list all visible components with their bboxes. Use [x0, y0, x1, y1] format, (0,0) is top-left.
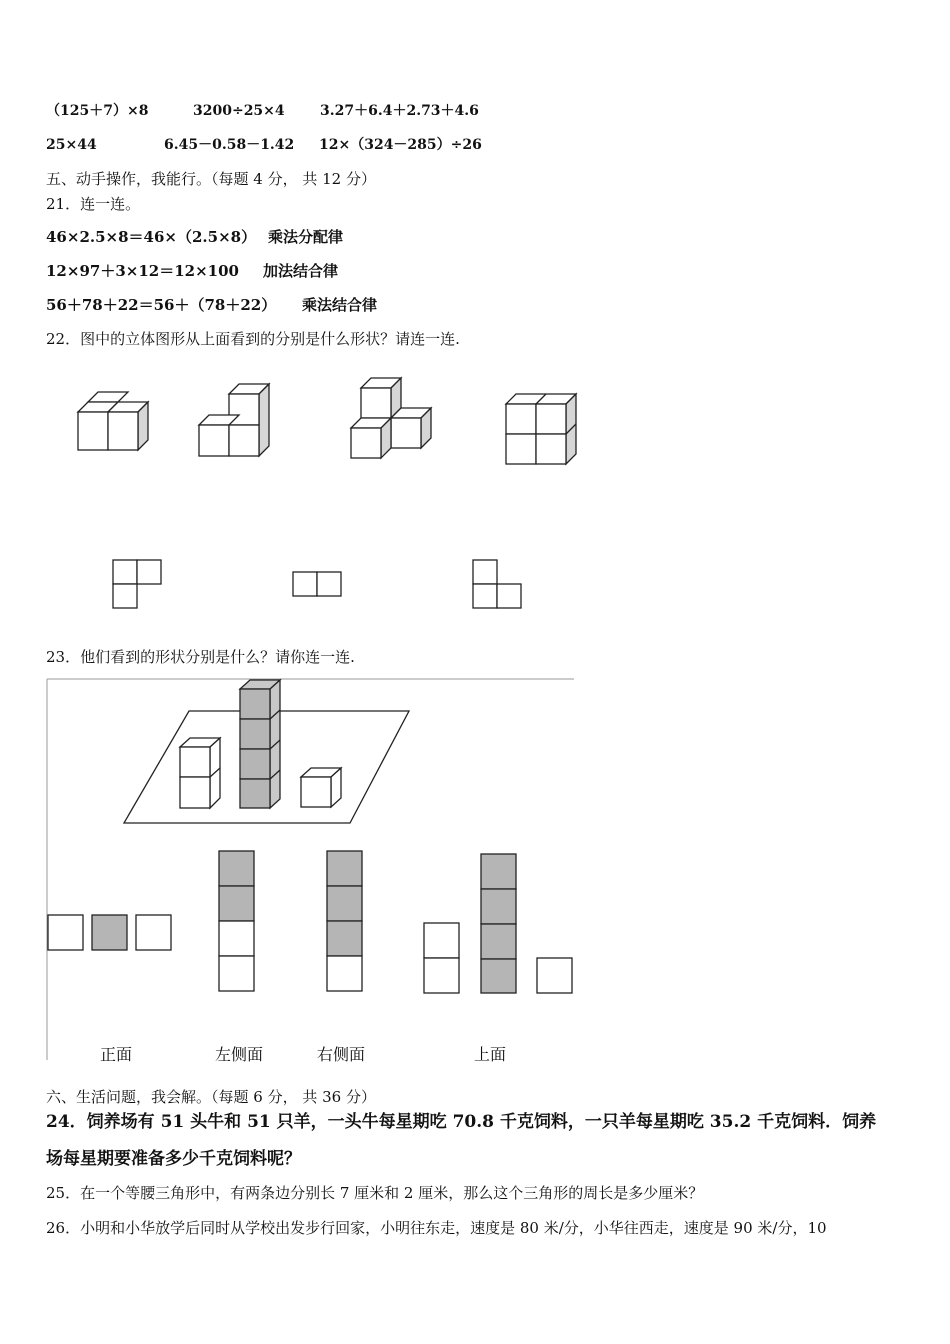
calc-expr: 3200÷25×4: [193, 103, 285, 119]
q21-expression: 46×2.5×8＝46×（2.5×8）: [46, 228, 257, 246]
calc-expr: 3.27＋6.4＋2.73＋4.6: [320, 103, 479, 119]
q26-text: 26．小明和小华放学后同时从学校出发步行回家，小明往东走，速度是 80 米/分，小华往西走，速度是 90 米/分，10: [46, 1219, 827, 1237]
calc-expr: （125＋7）×8: [46, 103, 149, 119]
right-side-view: [327, 851, 362, 991]
q21-law: 乘法分配律: [268, 228, 344, 246]
q21-law: 乘法结合律: [302, 296, 378, 314]
top-view-shape-3: [473, 560, 521, 608]
q21-law: 加法结合律: [263, 262, 339, 280]
front-view: [48, 915, 171, 950]
left-side-view-label: 左侧面: [215, 1045, 264, 1064]
front-view-label: 正面: [100, 1045, 133, 1064]
top-view-shape-2: [293, 572, 341, 596]
q21-expression: 12×97＋3×12＝12×100: [46, 262, 239, 280]
calc-expr: 6.45－0.58－1.42: [164, 137, 295, 153]
top-view-label: 上面: [474, 1045, 507, 1064]
left-side-view: [219, 851, 254, 991]
q24-line2: 场每星期要准备多少千克饲料呢？: [46, 1149, 301, 1169]
solid-figure-1: [78, 392, 148, 450]
section-six-title: 六、生活问题，我会解。（每题 6 分， 共 36 分）: [46, 1088, 376, 1106]
q22-title: 22．图中的立体图形从上面看到的分别是什么形状？请连一连.: [46, 330, 460, 348]
top-view: [424, 854, 572, 993]
section-five-title: 五、动手操作，我能行。（每题 4 分， 共 12 分）: [46, 170, 376, 188]
gray-stack: [240, 680, 280, 808]
q24-line1: 24．饲养场有 51 头牛和 51 只羊，一头牛每星期吃 70.8 千克饲料，一只羊每星期吃 35.2 千克饲料．饲养: [46, 1112, 877, 1132]
white-stack: [180, 738, 220, 808]
q21-title: 21．连一连。: [46, 195, 141, 213]
calc-expr: 12×（324－285）÷26: [319, 137, 482, 153]
calc-expr: 25×44: [46, 137, 97, 153]
q23-title: 23．他们看到的形状分别是什么？请你连一连.: [46, 648, 355, 666]
solid-figure-4: [506, 394, 576, 464]
q23-figure: [44, 676, 584, 1066]
q25-text: 25．在一个等腰三角形中，有两条边分别长 7 厘米和 2 厘米，那么这个三角形的周长是多少厘米？: [46, 1184, 704, 1202]
solid-figure-2: [199, 384, 269, 456]
solid-figure-3: [351, 378, 431, 458]
right-side-view-label: 右侧面: [317, 1045, 366, 1064]
q21-expression: 56＋78＋22＝56＋（78＋22）: [46, 296, 277, 314]
single-cube: [301, 768, 341, 807]
top-view-shape-1: [113, 560, 161, 608]
